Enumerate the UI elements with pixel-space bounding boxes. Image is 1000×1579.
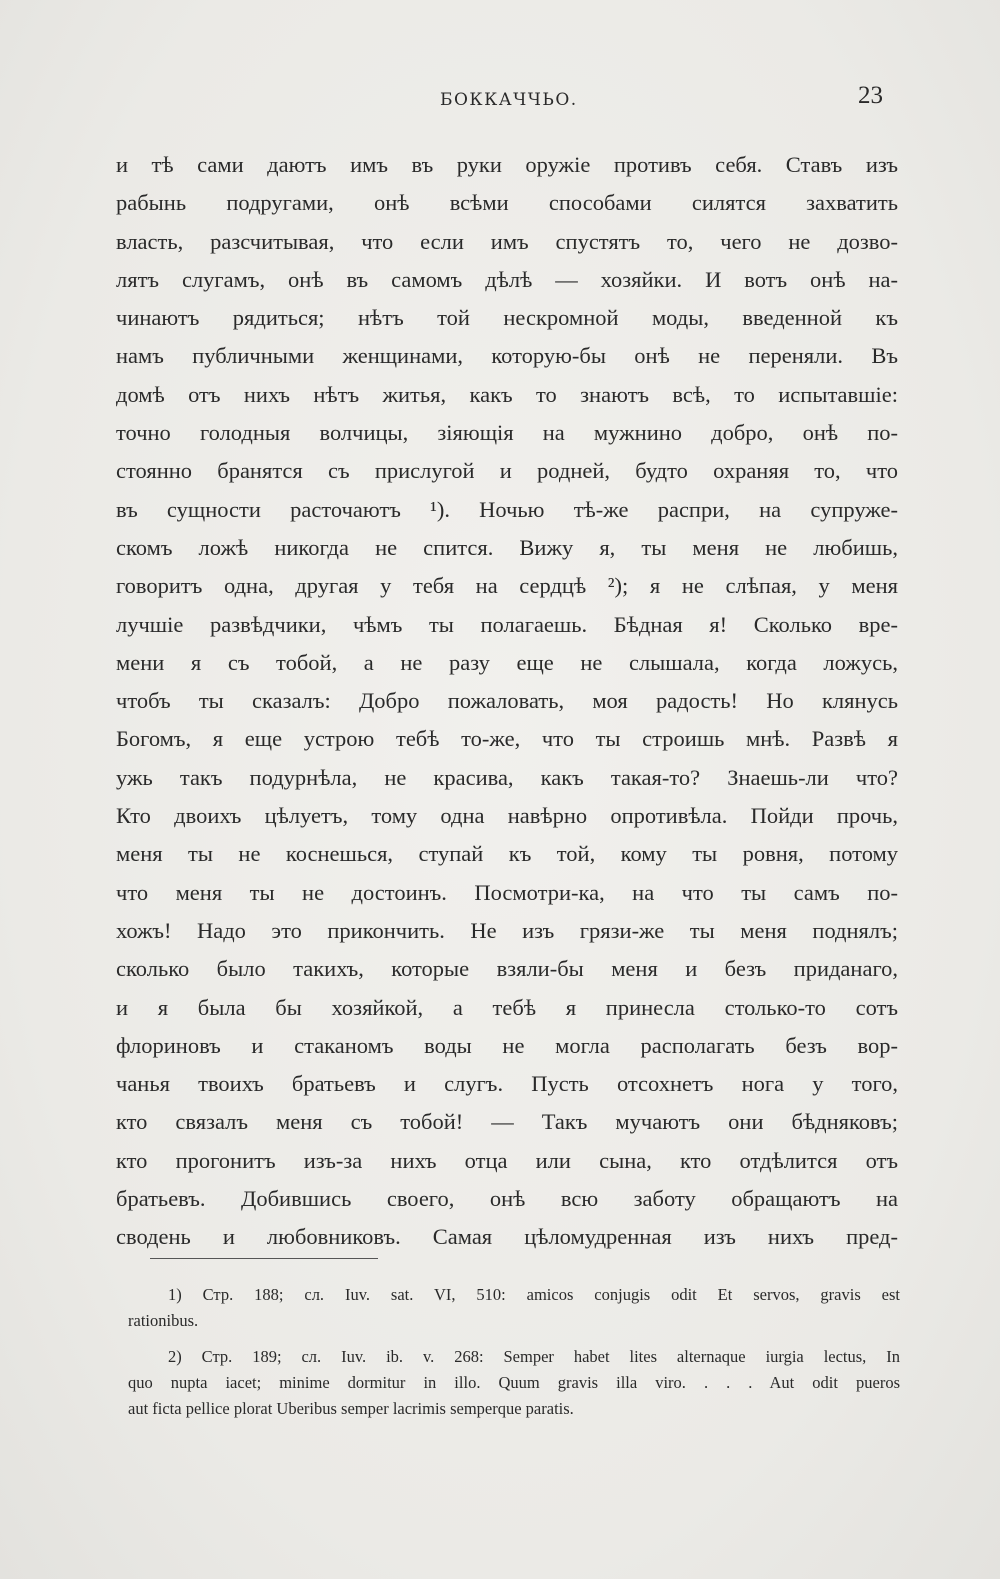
footnote-divider — [150, 1258, 378, 1259]
text-line: сводень и любовниковъ. Самая цѣломудренная изъ нихъ пред- — [116, 1224, 898, 1250]
footnote-1-line: 1) Стр. 188; сл. Iuv. sat. VI, 510: amicos conjugis odit Et servos, gravis est — [168, 1285, 900, 1304]
footnote-2-line: aut ficta pellice plorat Uberibus semper lacrimis semperque paratis. — [128, 1399, 574, 1418]
text-line: кто прогонитъ изъ-за нихъ отца или сына, кто отдѣлится отъ — [116, 1147, 898, 1173]
footnote-2-line: 2) Стр. 189; сл. Iuv. ib. v. 268: Semper habet lites alternaque iurgia lectus, In — [168, 1347, 900, 1366]
text-line: Богомъ, я еще устрою тебѣ то-же, что ты строишь мнѣ. Развѣ я — [116, 726, 898, 752]
text-line: кто связалъ меня съ тобой! — Такъ мучаютъ они бѣдняковъ; — [116, 1109, 898, 1135]
text-line: меня ты не коснешься, ступай къ той, кому ты ровня, потому — [116, 841, 898, 867]
page-number: 23 — [858, 82, 883, 109]
text-line: лятъ слугамъ, онѣ въ самомъ дѣлѣ — хозяйки. И вотъ онѣ на- — [116, 266, 898, 292]
footnote-gap — [128, 1334, 900, 1344]
text-line: стоянно бранятся съ прислугой и родней, будто охраняя то, что — [116, 458, 898, 484]
text-line: чинаютъ рядиться; нѣтъ той нескромной моды, введенной къ — [116, 305, 898, 331]
text-line: братьевъ. Добившись своего, онѣ всю заботу обращаютъ на — [116, 1186, 898, 1212]
text-line: лучшіе развѣдчики, чѣмъ ты полагаешь. Бѣдная я! Сколько вре- — [116, 611, 898, 637]
text-line: Кто двоихъ цѣлуетъ, тому одна навѣрно опротивѣла. Пойди прочь, — [116, 803, 898, 829]
text-line: что меня ты не достоинъ. Посмотри-ка, на что ты самъ по- — [116, 879, 898, 905]
text-line: рабынь подругами, онѣ всѣми способами силятся захватить — [116, 190, 898, 216]
footnotes — [128, 1282, 900, 1422]
text-line: и я была бы хозяйкой, а тебѣ я принесла столько-то сотъ — [116, 994, 898, 1020]
text-line: чтобъ ты сказалъ: Добро пожаловать, моя радость! Но клянусь — [116, 688, 898, 714]
text-line: говоритъ одна, другая у тебя на сердцѣ ²); я не слѣпая, у меня — [116, 573, 898, 599]
text-line: въ сущности расточаютъ ¹). Ночью тѣ-же распри, на супруже- — [116, 496, 898, 522]
text-line: хожъ! Надо это прикончить. Не изъ грязи-же ты меня поднялъ; — [116, 917, 898, 943]
text-line: власть, разсчитывая, что если имъ спустятъ то, чего не дозво- — [116, 228, 898, 254]
text-line: скомъ ложѣ никогда не спится. Вижу я, ты меня не любишь, — [116, 534, 898, 560]
text-line: ужь такъ подурнѣла, не красива, какъ такая-то? Знаешь-ли что? — [116, 764, 898, 790]
text-line: точно голодныя волчицы, зіяющія на мужнино добро, онѣ по- — [116, 420, 898, 446]
text-line: и тѣ сами даютъ имъ въ руки оружіе противъ себя. Ставъ изъ — [116, 152, 898, 177]
text-line: сколько было такихъ, которые взяли-бы меня и безъ приданаго, — [116, 956, 898, 982]
text-line: флориновъ и стаканомъ воды не могла располагать безъ вор- — [116, 1032, 898, 1058]
footnote-2-line: quo nupta iacet; minime dormitur in illo. Quum gravis illa viro. . . . Aut odit pueros — [128, 1373, 900, 1392]
text-line: намъ публичными женщинами, которую-бы онѣ не переняли. Въ — [116, 343, 898, 369]
footnote-1-line: rationibus. — [128, 1311, 199, 1330]
main-text — [116, 146, 898, 1257]
text-line: домѣ отъ нихъ нѣтъ житья, какъ то знаютъ всѣ, то испытавшіе: — [116, 381, 898, 407]
text-line: мени я съ тобой, а не разу еще не слышала, когда ложусь, — [116, 649, 898, 675]
running-title: БОККАЧЧЬО. — [440, 90, 578, 110]
text-line: чанья твоихъ братьевъ и слугъ. Пусть отсохнетъ нога у того, — [116, 1071, 898, 1097]
